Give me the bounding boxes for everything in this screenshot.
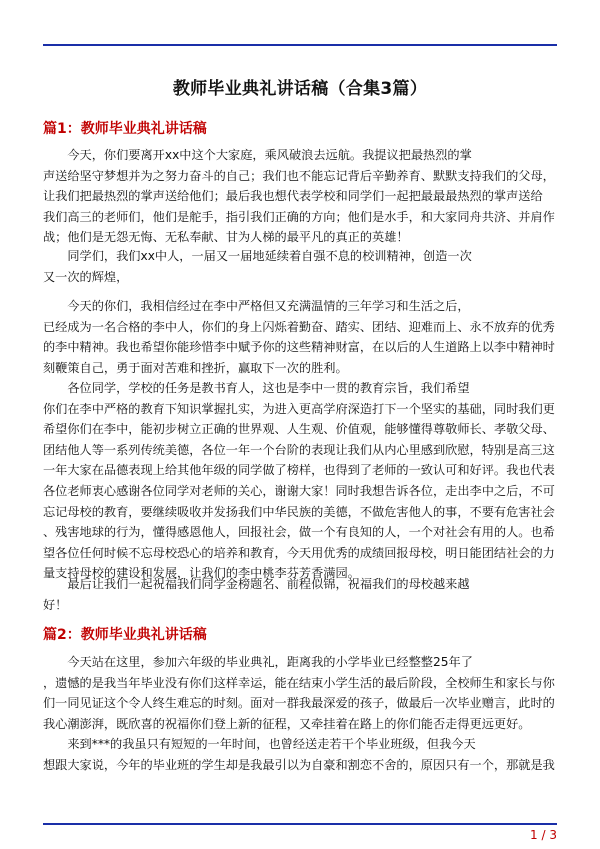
- paragraph: [43, 296, 557, 378]
- paragraph: [43, 145, 557, 248]
- paragraph-line: 今天的你们，我相信经过在李中严格但又充满温情的三年学习和生活之后，: [43, 299, 470, 313]
- paragraph-line: 各位同学，学校的任务是教书育人，这也是李中一贯的教育宗旨，我们希望: [43, 381, 470, 395]
- paragraph: [43, 378, 557, 584]
- section-heading-1: 篇1：教师毕业典礼讲话稿: [43, 121, 207, 137]
- paragraph-line: 今天站在这里，参加六年级的毕业典礼，距离我的小学毕业已经整整25年了: [43, 655, 473, 669]
- paragraph-line: 让我们把最热烈的掌声送给他们；最后我也想代表学校和同学们一起把最最最热烈的掌声送给: [43, 189, 543, 204]
- paragraph-line: ，遗憾的是我当年毕业没有你们这样幸运，能在结束小学生活的最后阶段，全校师生和家长与你: [43, 675, 555, 690]
- paragraph: [43, 574, 557, 615]
- paragraph-line: 来到***的我虽只有短短的一年时间，也曾经送走若干个毕业班级，但我今天: [43, 737, 476, 751]
- paragraph-line: 好！: [43, 597, 68, 612]
- paragraph-line: 想跟大家说，今年的毕业班的学生却是我最引以为自豪和割恋不舍的，原因只有一个，那就是我: [43, 757, 555, 772]
- paragraph-line: 已经成为一名合格的李中人，你们的身上闪烁着勤奋、踏实、团结、迎难而上、永不放弃的优秀: [43, 319, 555, 334]
- paragraph-line: 忘记母校的教育，要继续吸收并发扬我们中华民族的美德，不做危害他人的事，不要有危害社会: [43, 504, 555, 519]
- footer-rule: [43, 823, 557, 825]
- paragraph-line: 各位老师衷心感谢各位同学对老师的关心，谢谢大家！同时我想告诉各位，走出李中之后，不可: [43, 483, 555, 498]
- paragraph-line: 的李中精神。我也希望你能珍惜李中赋予你的这些精神财富，在以后的人生道路上以李中精神时: [43, 340, 555, 355]
- paragraph-line: 今天，你们要离开xx中这个大家庭，乘风破浪去远航。我提议把最热烈的掌: [43, 148, 472, 162]
- section-heading-2: 篇2：教师毕业典礼讲话稿: [43, 627, 207, 643]
- paragraph-line: 声送给坚守梦想并为之努力奋斗的自己；我们也不能忘记背后辛勤养育、默默支持我们的父母，: [43, 168, 555, 183]
- paragraph-line: 们一同见证这个令人终生难忘的时刻。面对一群我最深爱的孩子，做最后一次毕业赠言，此时的: [43, 696, 555, 711]
- paragraph: [43, 734, 557, 775]
- page-indicator: 1 / 3: [530, 828, 557, 842]
- paragraph-line: 一年大家在品德表现上给其他年级的同学做了榜样，也得到了老师的一致认可和好评。我也代表: [43, 463, 555, 478]
- paragraph-line: 希望你们在李中，能初步树立正确的世界观、人生观、价值观，能够懂得尊敬师长、孝敬父母、: [43, 422, 555, 437]
- paragraph-line: 、残害地球的行为，懂得感恩他人，回报社会，做一个有良知的人，一个对社会有用的人。也希: [43, 525, 555, 540]
- paragraph: [43, 246, 557, 287]
- paragraph-line: 又一次的辉煌，: [43, 269, 129, 284]
- paragraph-line: 同学们，我们xx中人，一届又一届地延续着自强不息的校训精神，创造一次: [43, 249, 472, 263]
- paragraph-line: 战；他们是无怨无悔、无私奉献、甘为人梯的最平凡的真正的英雄！: [43, 230, 409, 245]
- paragraph-line: 团结他人等一系列传统美德，各位一年一个台阶的表现让我们从内心里感到欣慰，特别是高三这: [43, 442, 555, 457]
- header-rule: [43, 44, 557, 46]
- document-title: 教师毕业典礼讲话稿（合集3篇）: [172, 79, 428, 99]
- paragraph: [43, 652, 557, 734]
- paragraph-line: 你们在李中严格的教育下知识掌握扎实，为进入更高学府深造打下一个坚实的基础，同时我们更: [43, 401, 555, 416]
- paragraph-line: 我们高三的老师们，他们是舵手，指引我们正确的方向；他们是水手，和大家同舟共济、并肩作: [43, 209, 555, 224]
- paragraph-line: 最后让我们一起祝福我们同学金榜题名、前程似锦，祝福我们的母校越来越: [43, 577, 470, 591]
- paragraph-line: 望各位任何时候不忘母校恐心的培养和教育，今天用优秀的成绩回报母校，明日能团结社会的力: [43, 545, 555, 560]
- paragraph-line: 刻鞭策自己，勇于面对苦难和挫折，赢取下一次的胜利。: [43, 360, 348, 375]
- paragraph-line: 量支持母校的建设和发展，让我们的李中桃李芬芳香满园。: [43, 566, 360, 581]
- paragraph-line: 我心潮澎湃，既欣喜的祝福你们登上新的征程，又牵挂着在路上的你们能否走得更远更好。: [43, 716, 531, 731]
